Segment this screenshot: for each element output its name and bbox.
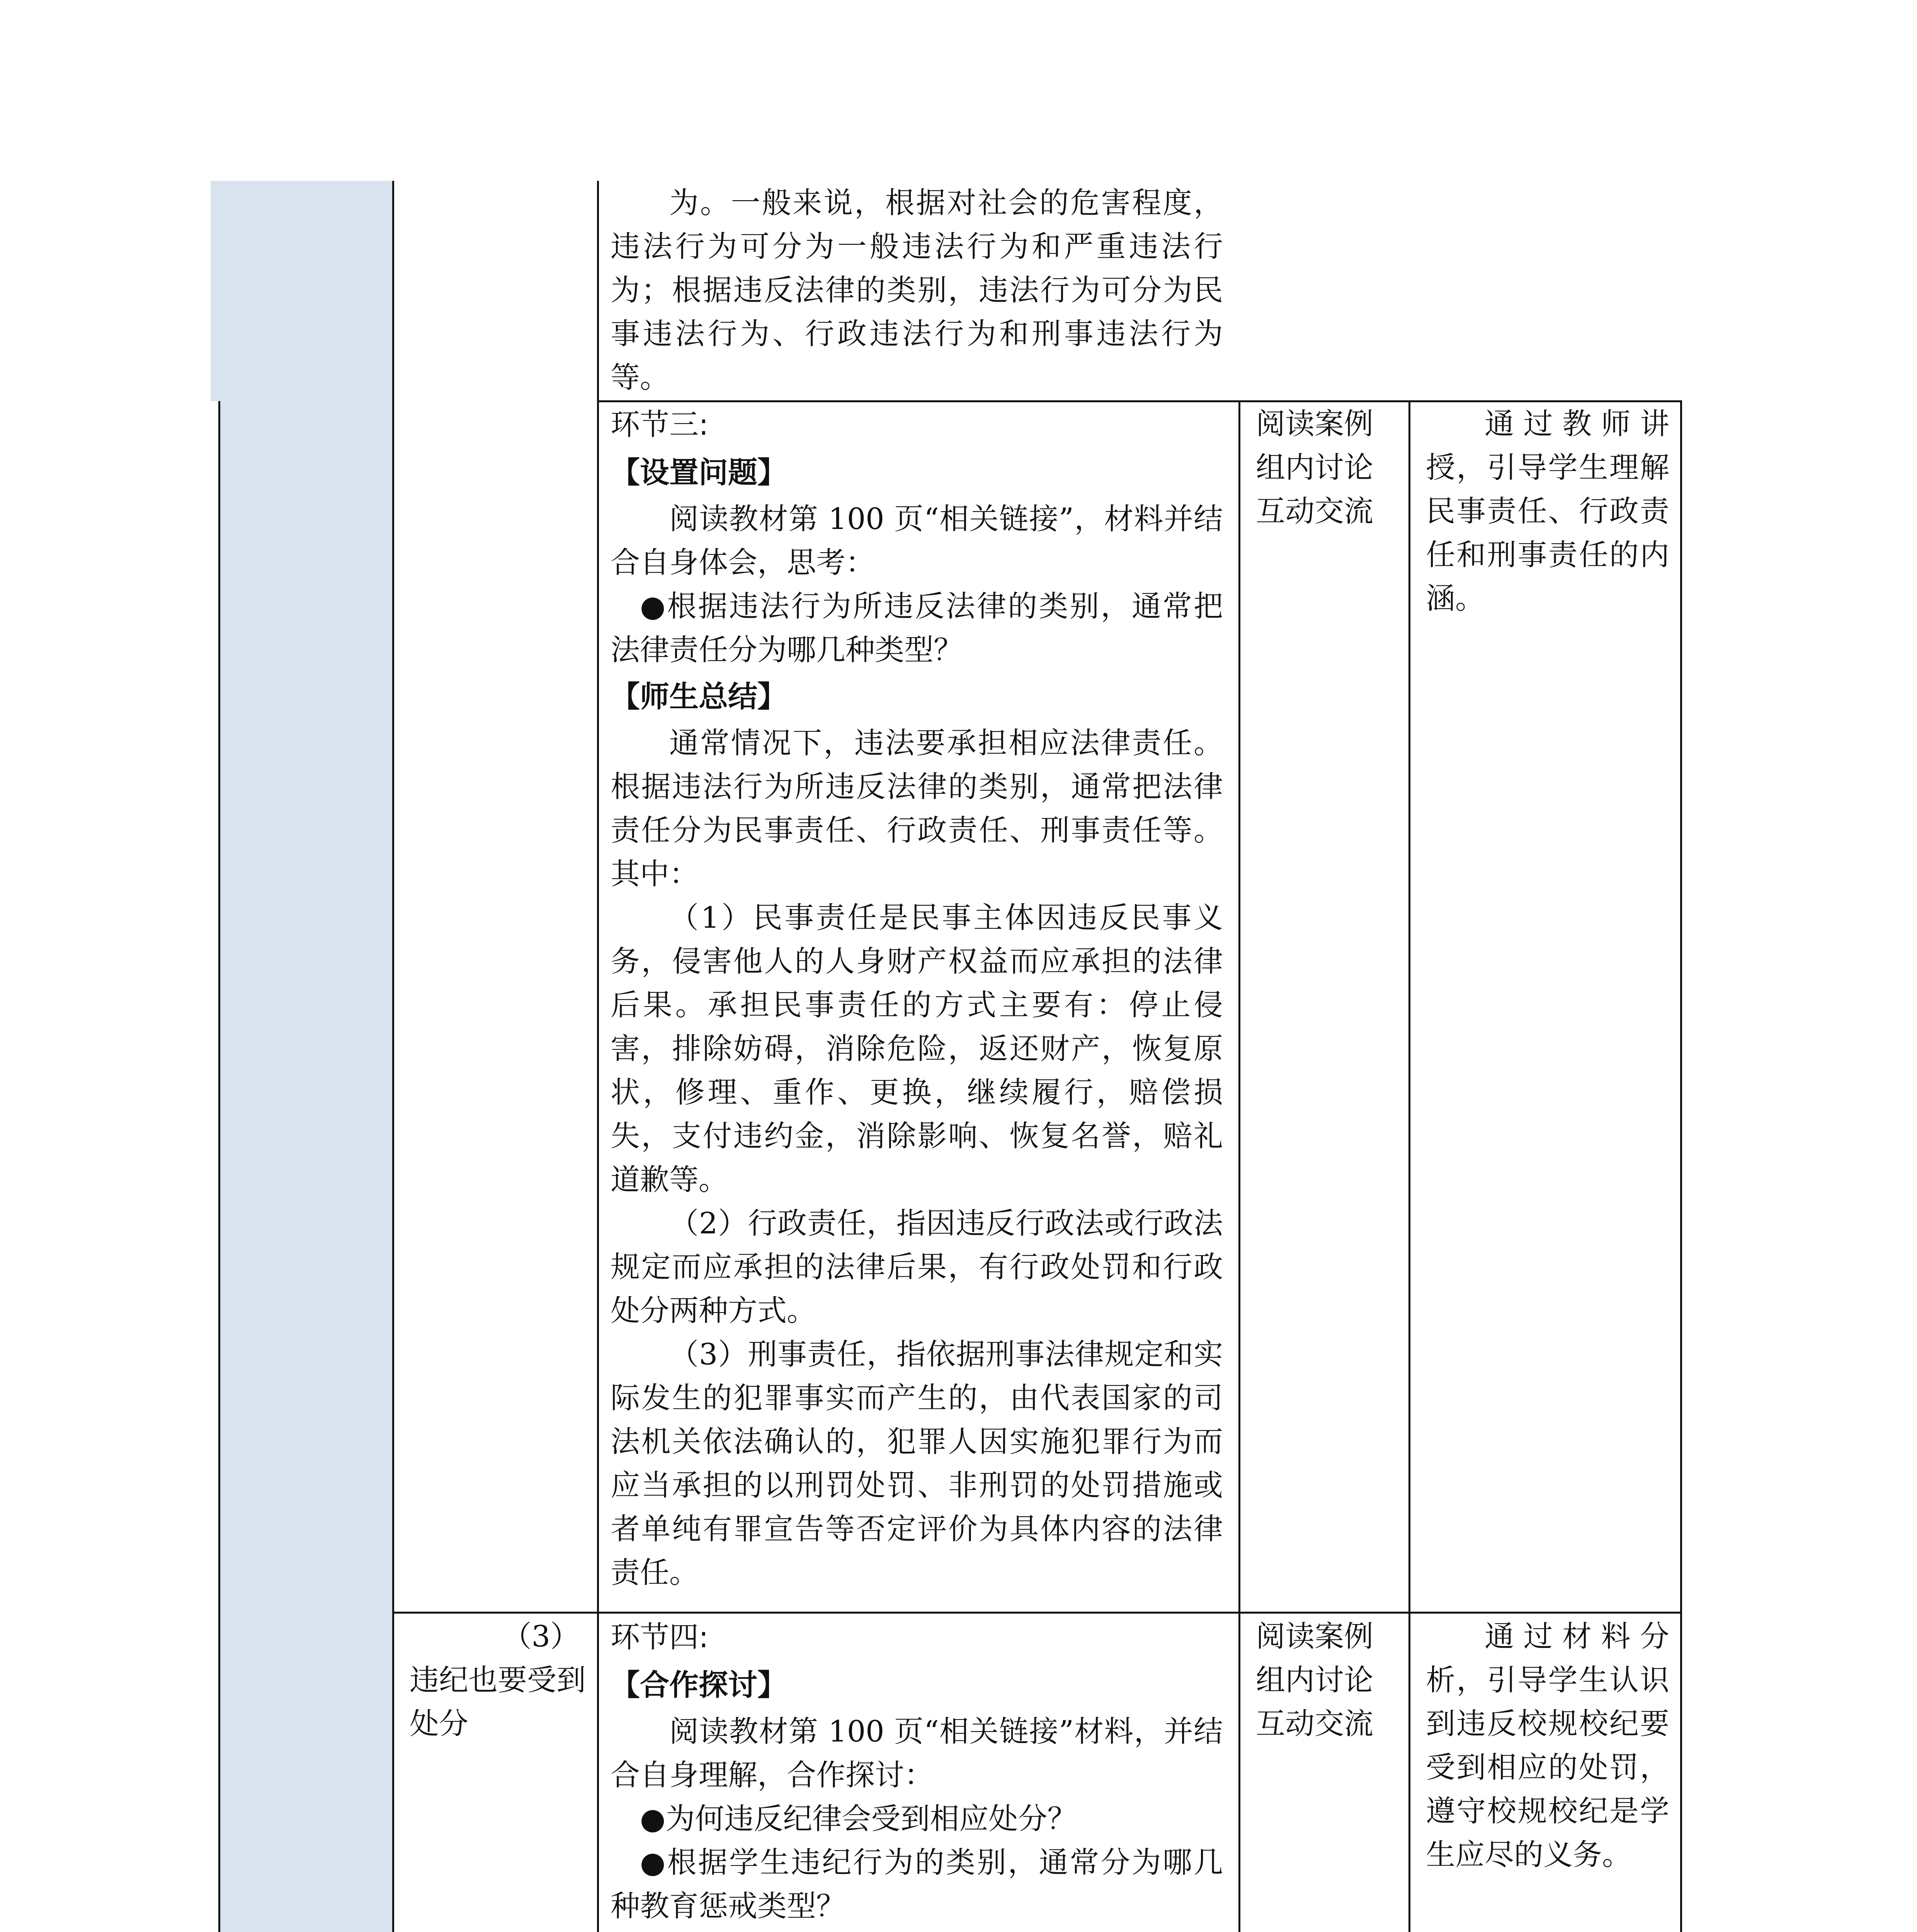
rule-col-b: [392, 181, 394, 1932]
method-item: 阅读案例: [1256, 406, 1373, 441]
content-cell-continuation: [611, 181, 1223, 399]
stage-label: 环节三:: [611, 407, 709, 442]
continuation-text: 为。一般来说，根据对社会的危害程度，违法行为可分为一般违法行为和严重违法行为；根据违反法律的类别，违法行为可分为民事违法行为、行政违法行为和刑事违法行为等。: [611, 185, 1223, 395]
rule-col-c: [597, 181, 599, 1932]
section-heading: 【师生总结】: [611, 679, 787, 714]
paragraph: （2）行政责任，指因违反行政法或行政法规定而应承担的法律后果，有行政处罚和行政处分两种方式。: [611, 1206, 1223, 1328]
paragraph: 通常情况下，违法要承担相应法律责任。根据违法行为所违反法律的类别，通常把法律责任分为民事责任、行政责任、刑事责任等。其中：: [611, 726, 1223, 891]
section-heading: 【设置问题】: [611, 455, 787, 490]
paragraph: 阅读教材第 100 页“相关链接”材料，并结合自身理解，合作探讨：: [611, 1714, 1223, 1792]
rule-col-a: [218, 401, 220, 1932]
intent-cell: [1426, 402, 1669, 620]
rule-row-mid: [392, 1612, 1682, 1614]
question-bullet: ●为何违反纪律会受到相应处分？: [640, 1801, 1077, 1836]
method-item: 阅读案例: [1256, 1619, 1373, 1653]
rule-col-f: [1680, 401, 1682, 1932]
paragraph: 阅读教材第 100 页“相关链接”，材料并结合自身体会，思考：: [611, 502, 1223, 580]
shaded-column: [220, 401, 392, 1932]
rule-col-e: [1408, 401, 1410, 1932]
topic-number: （3）: [502, 1619, 580, 1653]
content-cell-stage3: [611, 402, 1223, 1594]
method-cell: [1256, 1614, 1399, 1745]
section-heading: 【合作探讨】: [611, 1668, 787, 1702]
method-item: 互动交流: [1256, 1706, 1373, 1741]
topic-cell: [410, 1614, 587, 1745]
method-item: 组内讨论: [1256, 1663, 1373, 1697]
shaded-column-top: [211, 181, 392, 401]
content-cell-stage4: [611, 1614, 1223, 1932]
stage-label: 环节四:: [611, 1620, 709, 1654]
section-heading: [611, 1930, 1223, 1932]
intent-text: 通过材料分析，引导学生认识到违反校规校纪要受到相应的处罚，遵守校规校纪是学生应尽的义务。: [1426, 1619, 1669, 1872]
topic-title: 违纪也要受到处分: [410, 1663, 586, 1741]
intent-text: 通过教师讲授，引导学生理解民事责任、行政责任和刑事责任的内涵。: [1426, 406, 1669, 616]
paragraph: （3）刑事责任，指依据刑事法律规定和实际发生的犯罪事实而产生的，由代表国家的司法机关依法确认的，犯罪人因实施犯罪行为而应当承担的以刑罚处罚、非刑罚的处罚措施或者单纯有罪宣告等否定评价为具体内容的法律责任。: [611, 1337, 1223, 1590]
intent-cell: [1426, 1614, 1669, 1876]
method-item: 组内讨论: [1256, 450, 1373, 485]
question-bullet: ●根据学生违纪行为的类别，通常分为哪几种教育惩戒类型？: [611, 1845, 1223, 1923]
rule-col-d: [1238, 401, 1240, 1932]
paragraph: （1）民事责任是民事主体因违反民事义务，侵害他人的人身财产权益而应承担的法律后果。承担民事责任的方式主要有：停止侵害，排除妨碍，消除危险，返还财产，恢复原状，修理、重作、更换，继续履行，赔偿损失，支付违约金，消除影响、恢复名誉，赔礼道歉等。: [611, 900, 1223, 1197]
question-bullet: ●根据违法行为所违反法律的类别，通常把法律责任分为哪几种类型？: [611, 589, 1223, 667]
method-item: 互动交流: [1256, 494, 1373, 528]
method-cell: [1256, 402, 1399, 533]
